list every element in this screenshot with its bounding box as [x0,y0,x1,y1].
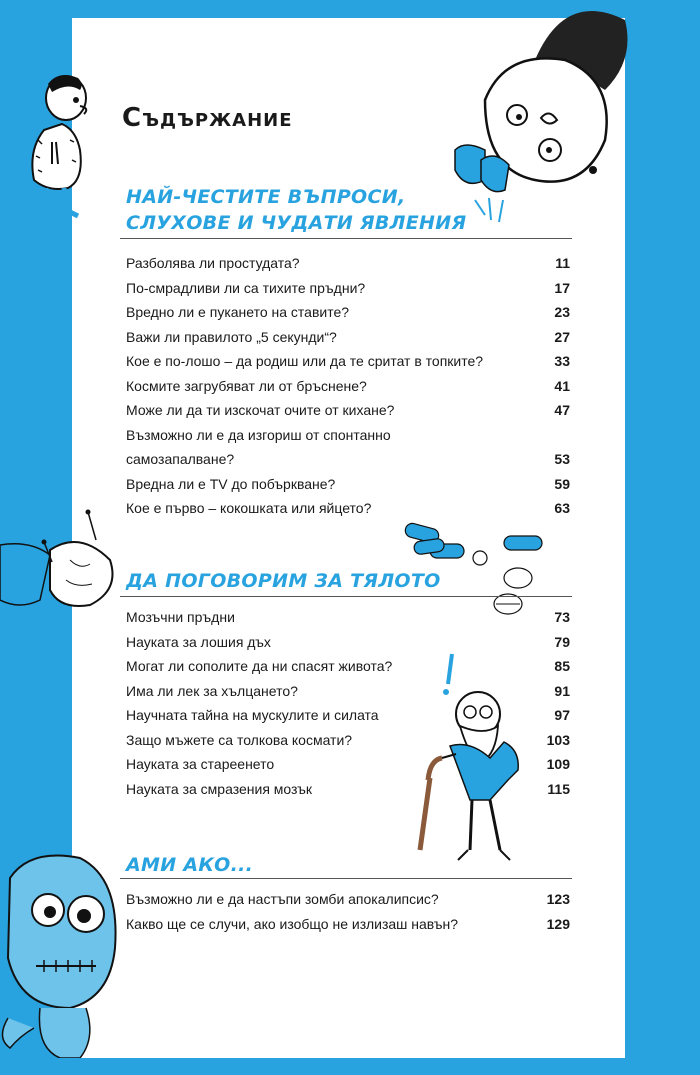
toc-entry-title: Научната тайна на мускулите и силата [126,707,379,723]
toc-entry-title: Разболява ли простудата? [126,255,300,271]
toc-entry[interactable] [126,606,570,631]
toc-entry-page: 59 [554,475,570,492]
toc-entry-title: Какво ще се случи, ако изобщо не излизаш навън? [126,915,459,932]
toc-entry-page: 53 [554,451,570,467]
toc-entry[interactable] [126,753,570,778]
toc-entry-page: 129 [546,915,570,932]
toc-entry[interactable] [126,448,570,473]
toc-entry-title: самозапалване? [126,451,235,467]
toc-entry[interactable] [126,277,570,302]
section-heading-faq [126,184,466,236]
toc-entry[interactable] [126,252,570,277]
section-divider [120,596,572,597]
section-heading-line: НАЙ-ЧЕСТИТЕ ВЪПРОСИ, [126,186,406,208]
toc-entry-page: 109 [546,756,570,772]
toc-entry-page: 97 [554,707,570,723]
toc-entry-page: 17 [554,279,570,296]
toc-entry-page: 85 [554,658,570,674]
toc-entry-page: 91 [554,682,570,699]
toc-entry-page: 115 [547,780,570,797]
toc-entry-title: По-смрадливи ли са тихите пръдни? [126,279,366,296]
toc-entry[interactable] [126,473,570,498]
toc-entry-title: Защо мъжете са толкова космати? [126,731,353,748]
toc-entry[interactable] [126,729,570,754]
section-divider [120,238,572,239]
upside-down-face-doodle [445,0,635,230]
toc-entry-title: Могат ли сополите да ни спасят живота? [126,658,393,674]
toc-entry[interactable] [126,680,570,705]
toc-entry-title: Кое е първо – кокошката или яйцето? [126,500,372,516]
toc-entry-page: 103 [546,731,570,748]
man-doodle-illustration [18,70,103,230]
toc-entry[interactable] [126,399,570,424]
toc-entry-title: Има ли лек за хълцането? [126,682,298,699]
toc-entry-title: Науката за стареенето [126,756,275,772]
toc-entry-title: Мозъчни пръдни [126,609,235,625]
toc-entry[interactable] [126,888,570,913]
toc-entry[interactable] [126,655,570,680]
toc-entry-page: 73 [554,609,570,625]
toc-entry-title: Науката за лошия дъх [126,633,271,650]
toc-entry[interactable] [126,704,570,729]
toc-entry[interactable] [126,350,570,375]
toc-list-body [126,606,570,802]
blue-border-bottom [0,1058,700,1075]
section-heading-line: АМИ АКО... [126,854,254,876]
section-heading-what-if [126,852,253,878]
blue-border-right [625,0,700,1075]
toc-entry-title: Вредна ли е TV до побъркване? [126,475,336,492]
voodoo-doll-doodle [0,500,140,620]
toc-entry-title: Възможно ли е да настъпи зомби апокалипсис? [126,891,439,907]
toc-entry-page: 41 [554,377,570,394]
toc-entry-page: 47 [554,402,570,418]
toc-entry-title: Може ли да ти изскочат очите от кихане? [126,402,395,418]
toc-entry[interactable] [126,301,570,326]
toc-entry[interactable] [126,631,570,656]
section-divider [120,878,572,879]
toc-entry[interactable] [126,913,570,938]
toc-entry[interactable] [126,326,570,351]
toc-entry-page: 11 [555,255,570,271]
page-title: Съдържание [122,103,293,133]
section-heading-line: ДА ПОГОВОРИМ ЗА ТЯЛОТО [126,570,441,592]
toc-entry-title: Кое е по-лошо – да родиш или да те сритат в топките? [126,353,484,369]
section-heading-line: СЛУХОВЕ И ЧУДАТИ ЯВЛЕНИЯ [126,212,467,234]
section-heading-body [126,568,441,594]
toc-entry[interactable] [126,497,570,522]
toc-entry-title: Възможно ли е да изгориш от спонтанно [126,426,391,443]
toc-entry-page: 123 [546,891,570,907]
toc-entry[interactable] [126,375,570,400]
toc-entry-title: Вредно ли е пукането на ставите? [126,304,350,320]
toc-entry-title: Космите загрубяват ли от бръснене? [126,377,367,394]
blue-monster-doodle [0,848,125,1058]
toc-entry[interactable] [126,778,570,803]
toc-entry-title: Важи ли правилото „5 секунди“? [126,328,337,345]
toc-list-what-if [126,888,570,937]
toc-entry-page: 79 [554,633,570,650]
toc-entry[interactable] [126,424,570,449]
toc-entry-page: 33 [554,353,570,369]
toc-entry-page: 63 [554,500,570,516]
toc-entry-page: 23 [554,304,570,320]
toc-list-faq [126,252,570,522]
toc-entry-page: 27 [554,328,570,345]
toc-entry-title: Науката за смразения мозък [126,780,313,797]
